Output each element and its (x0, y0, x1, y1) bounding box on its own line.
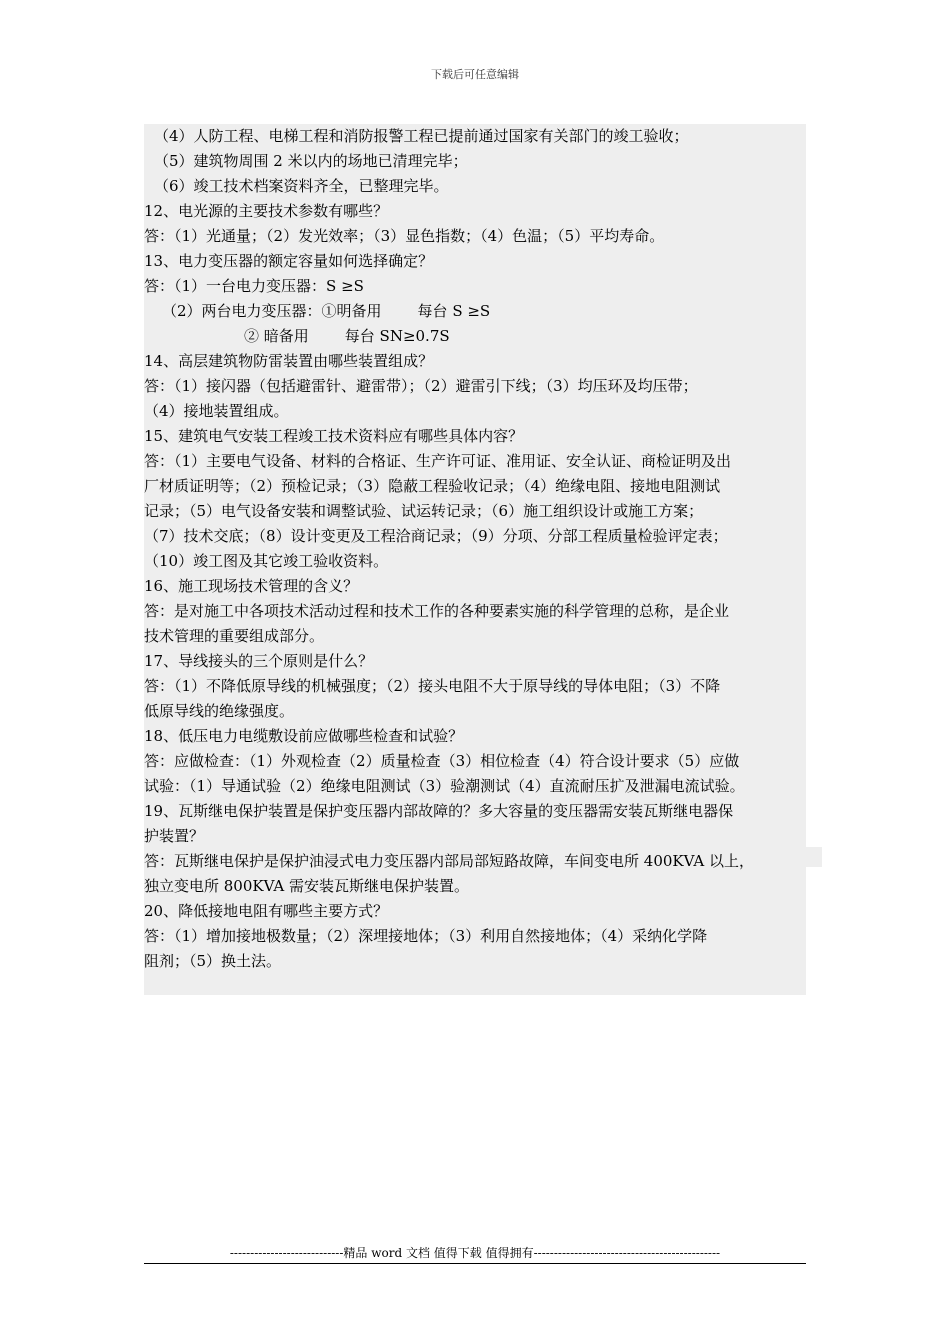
document-body (144, 124, 806, 995)
question-19-line-2: 护装置？ (144, 827, 205, 845)
answer-20-line-1: 答：（1）增加接地极数量；（2）深埋接地体；（3）利用自然接地体；（4）采纳化学降 (144, 927, 708, 945)
answer-17-line-1: 答：（1）不降低原导线的机械强度；（2）接头电阻不大于原导线的导体电阻；（3）不降 (144, 677, 721, 695)
answer-15-line-2: 厂材质证明等；（2）预检记录；（3）隐蔽工程验收记录；（4）绝缘电阻、接地电阻测试 (144, 477, 721, 495)
answer-15-line-5: （10）竣工图及其它竣工验收资料。 (144, 552, 389, 570)
question-19-line-1: 19、瓦斯继电保护装置是保护变压器内部故障的？多大容量的变压器需安装瓦斯继电器保 (144, 802, 734, 820)
answer-14-line-1: 答：（1）接闪器（包括避雷针、避雷带）；（2）避雷引下线；（3）均压环及均压带； (144, 377, 698, 395)
answer-19-line-1: 答：瓦斯继电保护是保护油浸式电力变压器内部局部短路故障，车间变电所 400KVA 以上， (144, 852, 755, 870)
answer-17-line-2: 低原导线的绝缘强度。 (144, 702, 295, 720)
answer-13-line-1: 答：（1）一台电力变压器：S ≥S (144, 277, 364, 295)
question-13: 13、电力变压器的额定容量如何选择确定？ (144, 252, 434, 270)
list-item: （4）人防工程、电梯工程和消防报警工程已提前通过国家有关部门的竣工验收； (154, 127, 689, 145)
question-17: 17、导线接头的三个原则是什么？ (144, 652, 374, 670)
answer-12: 答：（1）光通量；（2）发光效率；（3）显色指数；（4）色温；（5）平均寿命。 (144, 227, 665, 245)
question-16: 16、施工现场技术管理的含义？ (144, 577, 359, 595)
question-14: 14、高层建筑物防雷装置由哪些装置组成？ (144, 352, 434, 370)
footer-divider (144, 1263, 806, 1264)
answer-13-line-3 (244, 324, 450, 349)
list-item: （5）建筑物周围 2 米以内的场地已清理完毕； (154, 152, 468, 170)
answer-15-line-1: 答：（1）主要电气设备、材料的合格证、生产许可证、准用证、安全认证、商检证明及出 (144, 452, 732, 470)
answer-13-line-2 (162, 299, 490, 324)
answer-15-line-3: 记录；（5）电气设备安装和调整试验、试运转记录；（6）施工组织设计或施工方案； (144, 502, 704, 520)
answer-19-line-2: 独立变电所 800KVA 需安装瓦斯继电保护装置。 (144, 877, 470, 895)
answer-13-open-standby-formula: 每台 S ≥S (417, 302, 491, 320)
answer-13-hidden-standby-formula: 每台 SN≥0.7S (344, 327, 450, 345)
answer-20-line-2: 阻剂；（5）换土法。 (144, 952, 282, 970)
question-12: 12、电光源的主要技术参数有哪些？ (144, 202, 389, 220)
answer-18-line-1: 答：应做检查：（1）外观检查（2）质量检查（3）相位检查（4）符合设计要求（5）应做 (144, 752, 740, 770)
answer-13-open-standby: （2）两台电力变压器：①明备用 (162, 302, 382, 320)
page-header-note: 下载后可任意编辑 (431, 68, 519, 81)
question-15: 15、建筑电气安装工程竣工技术资料应有哪些具体内容？ (144, 427, 524, 445)
answer-16-line-1: 答：是对施工中各项技术活动过程和技术工作的各种要素实施的科学管理的总称，是企业 (144, 602, 730, 620)
highlight-overflow (806, 847, 822, 867)
answer-15-line-4: （7）技术交底；（8）设计变更及工程洽商记录；（9）分项、分部工程质量检验评定表； (144, 527, 728, 545)
answer-14-line-2: （4）接地装置组成。 (144, 402, 289, 420)
answer-18-line-2: 试验：（1）导通试验（2）绝缘电阻测试（3）验潮测试（4）直流耐压扩及泄漏电流试验。 (144, 777, 745, 795)
answer-16-line-2: 技术管理的重要组成部分。 (144, 627, 325, 645)
list-item: （6）竣工技术档案资料齐全，已整理完毕。 (154, 177, 449, 195)
question-18: 18、低压电力电缆敷设前应做哪些检查和试验？ (144, 727, 464, 745)
answer-13-hidden-standby: ② 暗备用 (244, 327, 309, 345)
page-footer-text: ----------------------------精品 word 文档 值得下载 值得拥有---------------------------------------------- (229, 1246, 721, 1260)
question-20: 20、降低接地电阻有哪些主要方式？ (144, 902, 389, 920)
